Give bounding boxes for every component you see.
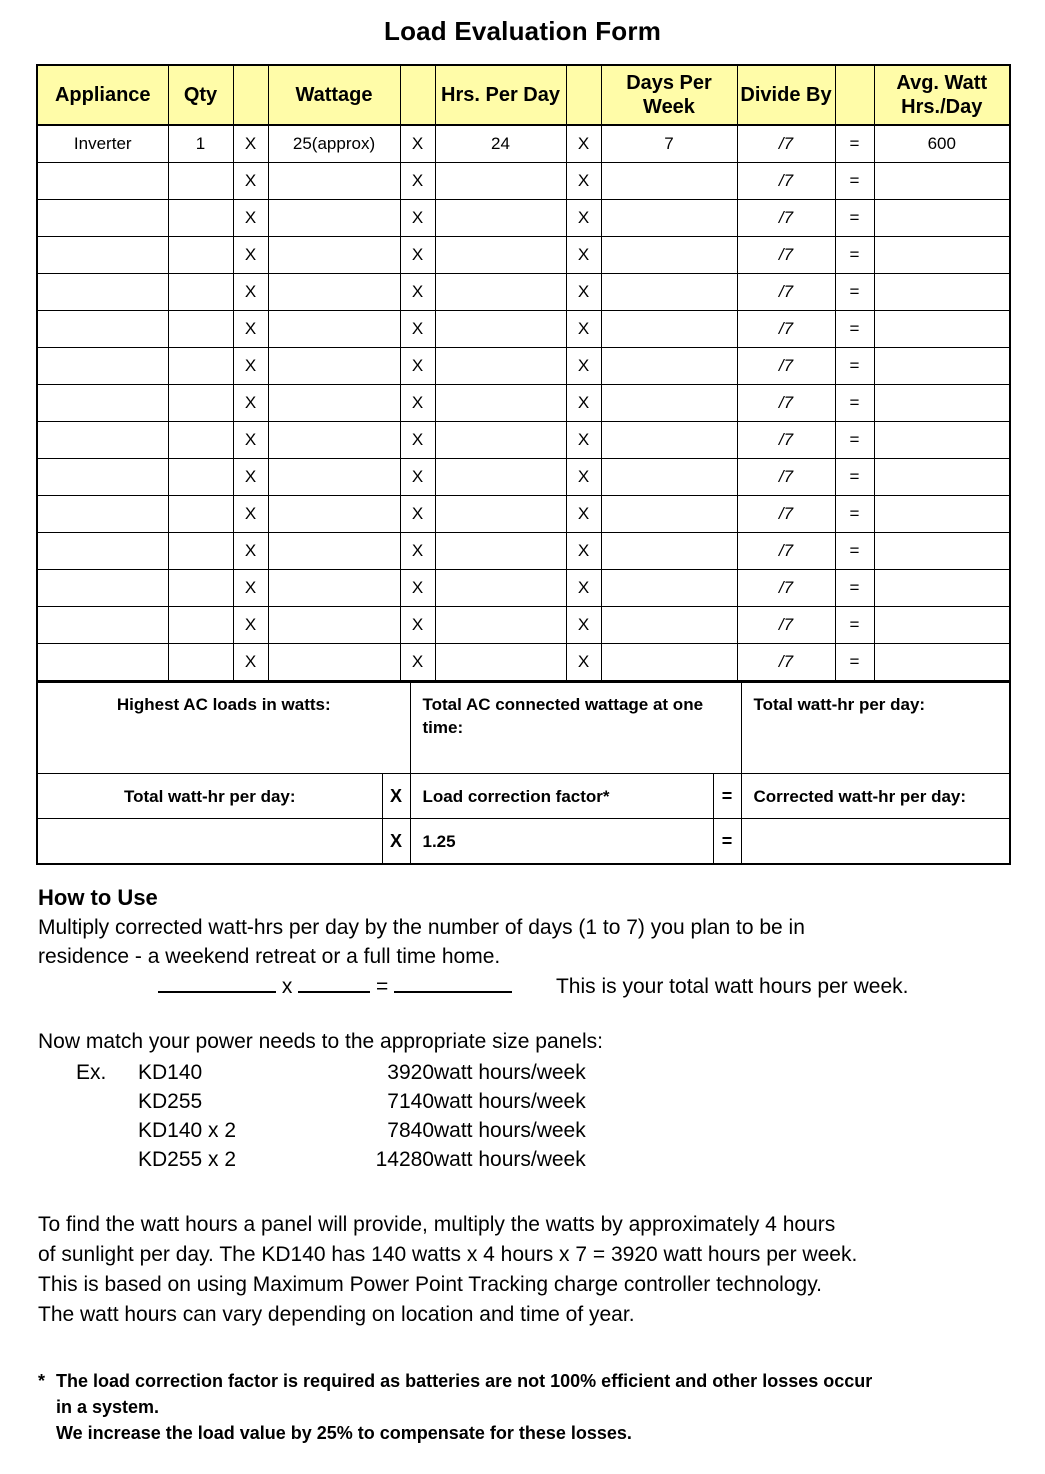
days-per-week-cell-14[interactable] (601, 644, 737, 682)
wattage-cell-9[interactable] (268, 459, 400, 496)
column-header-equals (835, 65, 874, 125)
table-row (37, 237, 1010, 274)
hours-per-day-cell-0[interactable]: 24 (435, 125, 566, 163)
hours-per-day-cell-7[interactable] (435, 385, 566, 422)
panel-example-label-0: Ex. (76, 1061, 107, 1084)
equals-symbol-10: = (835, 496, 874, 533)
avg-watt-hrs-day-cell-6[interactable] (874, 348, 1010, 385)
qty-cell-9[interactable] (168, 459, 233, 496)
appliance-cell-0[interactable]: Inverter (37, 125, 168, 163)
footnote-line-3: We increase the load value by 25% to compensate for these losses. (56, 1423, 632, 1443)
qty-cell-3[interactable] (168, 237, 233, 274)
page-title: Load Evaluation Form (383, 16, 662, 46)
hours-per-day-cell-13[interactable] (435, 607, 566, 644)
table-row (37, 274, 1010, 311)
load-evaluation-table (36, 64, 1011, 682)
summary-row-totals (37, 683, 1010, 774)
multiply-symbol-3-10: X (566, 496, 601, 533)
avg-watt-hrs-day-cell-11[interactable] (874, 533, 1010, 570)
panel-model-name-0: KD140 (138, 1061, 203, 1084)
multiply-symbol-3-13: X (566, 607, 601, 644)
corrected-watt-hr-label-cell: Corrected watt-hr per day: (741, 774, 1010, 819)
panel-table-body (76, 1058, 586, 1174)
multiply-symbol-2-12: X (400, 570, 435, 607)
panel-example-label-3 (76, 1145, 138, 1174)
explanation-line-2: of sunlight per day. The KD140 has 140 watts x 4 hours x 7 = 3920 watt hours per week. (38, 1243, 858, 1266)
table-row (37, 607, 1010, 644)
days-per-week-cell-7[interactable] (601, 385, 737, 422)
column-header-hours-per-day: Hrs. Per Day (435, 65, 566, 125)
days-per-week-cell-3[interactable] (601, 237, 737, 274)
avg-watt-hrs-day-cell-10[interactable] (874, 496, 1010, 533)
multiply-symbol-1-12: X (233, 570, 268, 607)
table-row (37, 644, 1010, 682)
total-watt-hr-value-input[interactable] (37, 819, 382, 865)
multiply-symbol-2-8: X (400, 422, 435, 459)
wattage-cell-13[interactable] (268, 607, 400, 644)
multiply-symbol-3-14: X (566, 644, 601, 682)
qty-cell-10[interactable] (168, 496, 233, 533)
multiply-symbol-3-8: X (566, 422, 601, 459)
panel-watt-hours-unit-3: watt hours/week (434, 1148, 586, 1171)
qty-cell-4[interactable] (168, 274, 233, 311)
total-watt-hr-label-cell: Total watt-hr per day: (37, 774, 382, 819)
divide-by-cell-7: /7 (737, 385, 835, 422)
table-row (37, 422, 1010, 459)
hours-per-day-cell-10[interactable] (435, 496, 566, 533)
hours-per-day-cell-14[interactable] (435, 644, 566, 682)
qty-cell-11[interactable] (168, 533, 233, 570)
multiply-symbol-1-4: X (233, 274, 268, 311)
list-item (76, 1145, 586, 1174)
avg-watt-hrs-day-cell-5[interactable] (874, 311, 1010, 348)
equals-symbol-row2: = (713, 774, 741, 819)
panel-size-table (76, 1058, 586, 1174)
worksheet-formula-line (38, 971, 1015, 1003)
multiply-symbol-1-14: X (233, 644, 268, 682)
column-header-appliance: Appliance (37, 65, 168, 125)
instructions-section (38, 885, 1015, 1446)
table-row (37, 125, 1010, 163)
multiply-symbol-3-2: X (566, 200, 601, 237)
appliance-cell-12[interactable] (37, 570, 168, 607)
multiply-symbol-3-0: X (566, 125, 601, 163)
wattage-cell-2[interactable] (268, 200, 400, 237)
panel-example-label-1 (76, 1087, 138, 1116)
appliance-cell-1[interactable] (37, 163, 168, 200)
divide-by-cell-11: /7 (737, 533, 835, 570)
hours-per-day-cell-2[interactable] (435, 200, 566, 237)
hours-per-day-cell-11[interactable] (435, 533, 566, 570)
load-correction-factor-value: 1.25 (410, 819, 713, 865)
multiply-symbol-3-12: X (566, 570, 601, 607)
qty-cell-7[interactable] (168, 385, 233, 422)
multiply-symbol-1-5: X (233, 311, 268, 348)
multiply-symbol-3-9: X (566, 459, 601, 496)
multiply-symbol-2-5: X (400, 311, 435, 348)
table-row (37, 311, 1010, 348)
wattage-cell-4[interactable] (268, 274, 400, 311)
table-row (37, 533, 1010, 570)
formula-blank-corrected[interactable] (158, 991, 276, 993)
column-header-divide-by: Divide By (737, 65, 835, 125)
panel-model-name-3: KD255 x 2 (138, 1148, 237, 1171)
multiply-symbol-1-6: X (233, 348, 268, 385)
multiply-symbol-2-6: X (400, 348, 435, 385)
divide-by-cell-8: /7 (737, 422, 835, 459)
column-header-qty: Qty (168, 65, 233, 125)
divide-by-cell-10: /7 (737, 496, 835, 533)
wattage-cell-6[interactable] (268, 348, 400, 385)
multiply-symbol-1-7: X (233, 385, 268, 422)
multiply-symbol-1-11: X (233, 533, 268, 570)
table-row (37, 570, 1010, 607)
panel-model-name-1: KD255 (138, 1090, 203, 1113)
panel-watt-hours-unit-2: watt hours/week (434, 1119, 586, 1142)
how-to-use-heading: How to Use (38, 885, 158, 910)
qty-cell-1[interactable] (168, 163, 233, 200)
avg-watt-hrs-day-cell-12[interactable] (874, 570, 1010, 607)
qty-cell-13[interactable] (168, 607, 233, 644)
table-row (37, 200, 1010, 237)
summary-table-container (36, 682, 1009, 865)
footnote-line-2: in a system. (56, 1397, 160, 1417)
column-header-multiply-3 (566, 65, 601, 125)
hours-per-day-cell-12[interactable] (435, 570, 566, 607)
equals-symbol-0: = (835, 125, 874, 163)
multiply-symbol-1-10: X (233, 496, 268, 533)
appliance-cell-11[interactable] (37, 533, 168, 570)
column-header-avg-watt-hrs-day: Avg. Watt Hrs./Day (874, 65, 1010, 125)
corrected-watt-hr-value-input[interactable] (741, 819, 1010, 865)
qty-cell-14[interactable] (168, 644, 233, 682)
column-header-wattage: Wattage (268, 65, 400, 125)
panel-watt-hours-value-2: 7840 (387, 1119, 434, 1142)
hours-per-day-cell-5[interactable] (435, 311, 566, 348)
highest-ac-loads-cell[interactable]: Highest AC loads in watts: (37, 683, 410, 774)
avg-watt-hrs-day-cell-3[interactable] (874, 237, 1010, 274)
formula-blank-days[interactable] (298, 991, 370, 993)
multiply-symbol-3-5: X (566, 311, 601, 348)
days-per-week-cell-5[interactable] (601, 311, 737, 348)
load-correction-factor-label-cell: Load correction factor* (410, 774, 713, 819)
divide-by-cell-4: /7 (737, 274, 835, 311)
footnote-asterisk: * (38, 1371, 46, 1391)
hours-per-day-cell-6[interactable] (435, 348, 566, 385)
equals-symbol-row3: = (713, 819, 741, 865)
hours-per-day-cell-8[interactable] (435, 422, 566, 459)
days-per-week-cell-11[interactable] (601, 533, 737, 570)
multiply-symbol-2-14: X (400, 644, 435, 682)
days-per-week-cell-9[interactable] (601, 459, 737, 496)
divide-by-cell-0: /7 (737, 125, 835, 163)
wattage-cell-5[interactable] (268, 311, 400, 348)
equals-symbol-2: = (835, 200, 874, 237)
summary-row-correction-labels (37, 774, 1010, 819)
days-per-week-cell-6[interactable] (601, 348, 737, 385)
multiply-symbol-3-11: X (566, 533, 601, 570)
multiply-symbol-1-13: X (233, 607, 268, 644)
formula-tail-text: This is your total watt hours per week. (555, 975, 909, 998)
wattage-cell-3[interactable] (268, 237, 400, 274)
appliance-cell-5[interactable] (37, 311, 168, 348)
load-table-header (37, 65, 1010, 125)
appliance-cell-10[interactable] (37, 496, 168, 533)
wattage-cell-14[interactable] (268, 644, 400, 682)
appliance-cell-8[interactable] (37, 422, 168, 459)
multiply-symbol-2-13: X (400, 607, 435, 644)
divide-by-cell-12: /7 (737, 570, 835, 607)
multiply-symbol-2-2: X (400, 200, 435, 237)
panel-model-name-2: KD140 x 2 (138, 1119, 237, 1142)
multiply-symbol-3-1: X (566, 163, 601, 200)
load-table-header-row (37, 65, 1010, 125)
equals-symbol-13: = (835, 607, 874, 644)
multiply-symbol-2-3: X (400, 237, 435, 274)
panel-watt-hours-value-0: 3920 (387, 1061, 434, 1084)
avg-watt-hrs-day-cell-4[interactable] (874, 274, 1010, 311)
panel-explanation-paragraph (38, 1174, 1015, 1330)
qty-cell-8[interactable] (168, 422, 233, 459)
appliance-cell-4[interactable] (37, 274, 168, 311)
table-row (37, 348, 1010, 385)
summary-row-correction-values (37, 819, 1010, 865)
divide-by-cell-5: /7 (737, 311, 835, 348)
table-row (37, 385, 1010, 422)
load-table-container (36, 64, 1009, 682)
equals-symbol-9: = (835, 459, 874, 496)
equals-symbol-7: = (835, 385, 874, 422)
total-ac-connected-wattage-cell[interactable]: Total AC connected wattage at one time: (410, 683, 741, 774)
appliance-cell-9[interactable] (37, 459, 168, 496)
multiply-symbol-1-2: X (233, 200, 268, 237)
wattage-cell-7[interactable] (268, 385, 400, 422)
equals-symbol-8: = (835, 422, 874, 459)
divide-by-cell-1: /7 (737, 163, 835, 200)
wattage-cell-0[interactable]: 25(approx) (268, 125, 400, 163)
divide-by-cell-6: /7 (737, 348, 835, 385)
wattage-cell-8[interactable] (268, 422, 400, 459)
how-to-use-line-2: residence - a weekend retreat or a full time home. (38, 945, 501, 968)
days-per-week-cell-8[interactable] (601, 422, 737, 459)
appliance-cell-7[interactable] (37, 385, 168, 422)
panel-watt-hours-value-3: 14280 (375, 1148, 434, 1171)
appliance-cell-2[interactable] (37, 200, 168, 237)
days-per-week-cell-13[interactable] (601, 607, 737, 644)
list-item (76, 1116, 586, 1145)
multiply-symbol-2-1: X (400, 163, 435, 200)
divide-by-cell-9: /7 (737, 459, 835, 496)
equals-symbol-1: = (835, 163, 874, 200)
wattage-cell-12[interactable] (268, 570, 400, 607)
qty-cell-12[interactable] (168, 570, 233, 607)
formula-equals-symbol: = (376, 975, 389, 998)
avg-watt-hrs-day-cell-14[interactable] (874, 644, 1010, 682)
multiply-symbol-2-7: X (400, 385, 435, 422)
multiply-symbol-3-6: X (566, 348, 601, 385)
days-per-week-cell-12[interactable] (601, 570, 737, 607)
days-per-week-cell-0[interactable]: 7 (601, 125, 737, 163)
multiply-symbol-row2: X (382, 774, 410, 819)
divide-by-cell-2: /7 (737, 200, 835, 237)
multiply-symbol-1-8: X (233, 422, 268, 459)
table-row (37, 496, 1010, 533)
avg-watt-hrs-day-cell-1[interactable] (874, 163, 1010, 200)
qty-cell-0[interactable]: 1 (168, 125, 233, 163)
hours-per-day-cell-1[interactable] (435, 163, 566, 200)
multiply-symbol-2-0: X (400, 125, 435, 163)
multiply-symbol-3-7: X (566, 385, 601, 422)
divide-by-cell-14: /7 (737, 644, 835, 682)
equals-symbol-12: = (835, 570, 874, 607)
panel-example-label-2 (76, 1116, 138, 1145)
multiply-symbol-3-3: X (566, 237, 601, 274)
multiply-symbol-1-9: X (233, 459, 268, 496)
avg-watt-hrs-day-cell-2[interactable] (874, 200, 1010, 237)
divide-by-cell-3: /7 (737, 237, 835, 274)
multiply-symbol-2-9: X (400, 459, 435, 496)
footnote-first-line (38, 1368, 1015, 1394)
wattage-cell-10[interactable] (268, 496, 400, 533)
equals-symbol-11: = (835, 533, 874, 570)
equals-symbol-4: = (835, 274, 874, 311)
panel-watt-hours-value-1: 7140 (387, 1090, 434, 1113)
load-table-body (37, 125, 1010, 681)
avg-watt-hrs-day-cell-13[interactable] (874, 607, 1010, 644)
hours-per-day-cell-3[interactable] (435, 237, 566, 274)
multiply-symbol-1-3: X (233, 237, 268, 274)
wattage-cell-1[interactable] (268, 163, 400, 200)
list-item (76, 1058, 586, 1087)
formula-blank-result[interactable] (394, 991, 512, 993)
multiply-symbol-2-4: X (400, 274, 435, 311)
avg-watt-hrs-day-cell-8[interactable] (874, 422, 1010, 459)
column-header-multiply-1 (233, 65, 268, 125)
avg-watt-hrs-day-cell-0[interactable]: 600 (874, 125, 1010, 163)
multiply-symbol-3-4: X (566, 274, 601, 311)
formula-multiply-symbol: x (281, 975, 293, 998)
footnote-line-1: The load correction factor is required as batteries are not 100% efficient and other losses occur (56, 1371, 873, 1391)
panel-match-intro: Now match your power needs to the appropriate size panels: (38, 1030, 603, 1053)
multiply-symbol-1-0: X (233, 125, 268, 163)
explanation-line-4: The watt hours can vary depending on location and time of year. (38, 1303, 635, 1326)
panel-watt-hours-unit-1: watt hours/week (434, 1090, 586, 1113)
appliance-cell-6[interactable] (37, 348, 168, 385)
table-row (37, 459, 1010, 496)
avg-watt-hrs-day-cell-7[interactable] (874, 385, 1010, 422)
column-header-multiply-2 (400, 65, 435, 125)
multiply-symbol-row3: X (382, 819, 410, 865)
summary-table (36, 682, 1011, 865)
divide-by-cell-13: /7 (737, 607, 835, 644)
days-per-week-cell-2[interactable] (601, 200, 737, 237)
appliance-cell-14[interactable] (37, 644, 168, 682)
multiply-symbol-2-10: X (400, 496, 435, 533)
wattage-cell-11[interactable] (268, 533, 400, 570)
total-watt-hr-per-day-cell[interactable]: Total watt-hr per day: (741, 683, 1010, 774)
appliance-cell-13[interactable] (37, 607, 168, 644)
equals-symbol-5: = (835, 311, 874, 348)
avg-watt-hrs-day-cell-9[interactable] (874, 459, 1010, 496)
equals-symbol-14: = (835, 644, 874, 682)
qty-cell-6[interactable] (168, 348, 233, 385)
footnote-section (38, 1330, 1015, 1446)
days-per-week-cell-10[interactable] (601, 496, 737, 533)
multiply-symbol-1-1: X (233, 163, 268, 200)
explanation-line-1: To find the watt hours a panel will provide, multiply the watts by approximately 4 hours (38, 1213, 836, 1236)
how-to-use-line-1: Multiply corrected watt-hrs per day by the number of days (1 to 7) you plan to be in (38, 916, 805, 939)
appliance-cell-3[interactable] (37, 237, 168, 274)
equals-symbol-6: = (835, 348, 874, 385)
hours-per-day-cell-9[interactable] (435, 459, 566, 496)
qty-cell-5[interactable] (168, 311, 233, 348)
hours-per-day-cell-4[interactable] (435, 274, 566, 311)
list-item (76, 1087, 586, 1116)
panel-watt-hours-unit-0: watt hours/week (434, 1061, 586, 1084)
multiply-symbol-2-11: X (400, 533, 435, 570)
qty-cell-2[interactable] (168, 200, 233, 237)
column-header-days-per-week: Days Per Week (601, 65, 737, 125)
days-per-week-cell-1[interactable] (601, 163, 737, 200)
table-row (37, 163, 1010, 200)
days-per-week-cell-4[interactable] (601, 274, 737, 311)
equals-symbol-3: = (835, 237, 874, 274)
explanation-line-3: This is based on using Maximum Power Point Tracking charge controller technology. (38, 1273, 822, 1296)
